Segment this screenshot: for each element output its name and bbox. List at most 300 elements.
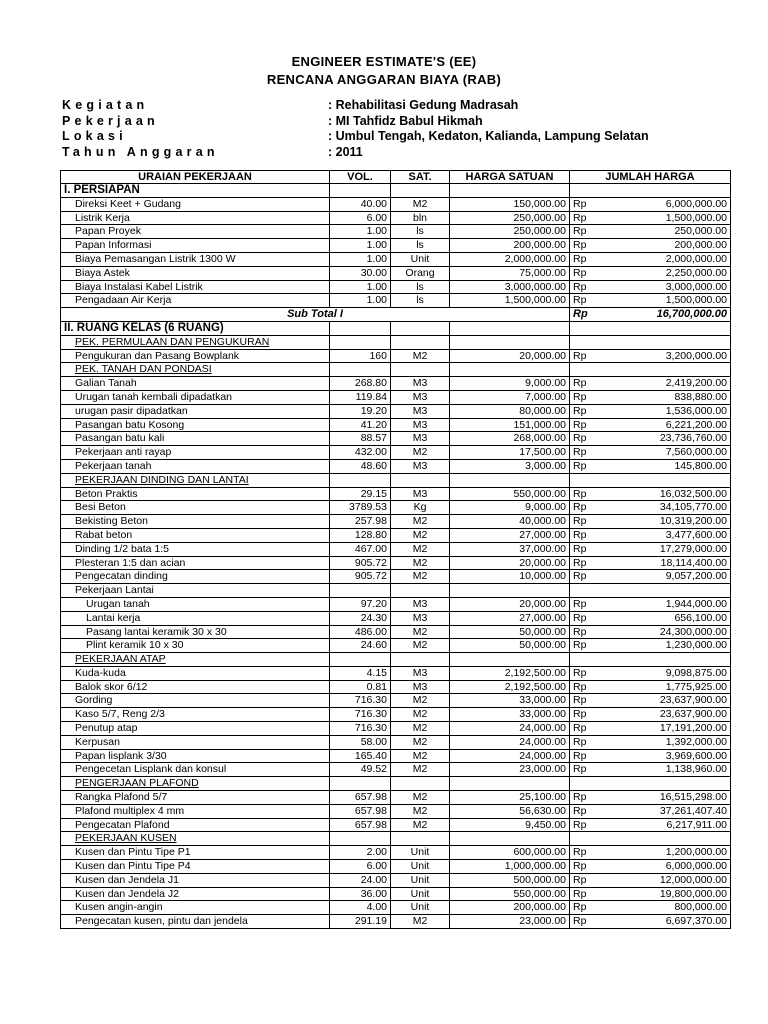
item-total: 2,419,200.00 [597, 377, 731, 391]
item-total [597, 584, 731, 598]
item-description: Pekerjaan anti rayap [61, 446, 330, 460]
currency-cell: Rp [570, 404, 597, 418]
item-volume: 3789.53 [330, 501, 391, 515]
item-unit-price: 9,000.00 [450, 501, 570, 515]
subsection-title: PEKERJAAN DINDING DAN LANTAI [61, 473, 330, 487]
item-total: 18,114,400.00 [597, 556, 731, 570]
subsection-title: PENGERJAAN PLAFOND [61, 777, 330, 791]
currency-cell: Rp [570, 722, 597, 736]
item-description: Plafond multiplex 4 mm [61, 804, 330, 818]
item-volume: 0.81 [330, 680, 391, 694]
item-volume: 486.00 [330, 625, 391, 639]
item-description: Papan Informasi [61, 239, 330, 253]
item-volume [330, 584, 391, 598]
column-header-harga-satuan: HARGA SATUAN [450, 171, 570, 184]
item-total: 800,000.00 [597, 901, 731, 915]
item-description: Rangka Plafond 5/7 [61, 791, 330, 805]
item-total: 6,221,200.00 [597, 418, 731, 432]
rp-cell [570, 335, 597, 349]
currency-cell: Rp [570, 873, 597, 887]
table-row [61, 266, 731, 280]
item-unit: M3 [391, 390, 450, 404]
currency-cell: Rp [570, 901, 597, 915]
table-row [61, 239, 731, 253]
currency-cell: Rp [570, 763, 597, 777]
currency-cell: Rp [570, 266, 597, 280]
item-total: 1,500,000.00 [597, 294, 731, 308]
item-unit-price: 50,000.00 [450, 625, 570, 639]
currency-cell: Rp [570, 294, 597, 308]
item-description: Kusen angin-angin [61, 901, 330, 915]
item-unit: M3 [391, 597, 450, 611]
info-row-lokasi [62, 129, 722, 145]
currency-cell: Rp [570, 432, 597, 446]
item-volume: 24.30 [330, 611, 391, 625]
item-unit: M2 [391, 625, 450, 639]
info-label: Kegiatan [62, 98, 149, 112]
table-row [61, 225, 731, 239]
table-row [61, 625, 731, 639]
table-row [61, 377, 731, 391]
item-total: 1,230,000.00 [597, 639, 731, 653]
item-total: 23,637,900.00 [597, 708, 731, 722]
currency-cell: Rp [570, 915, 597, 929]
item-description: Biaya Astek [61, 266, 330, 280]
info-row-tahun-anggaran [62, 145, 722, 161]
item-total: 1,200,000.00 [597, 846, 731, 860]
item-unit-price: 20,000.00 [450, 349, 570, 363]
currency-cell: Rp [570, 556, 597, 570]
item-unit: M2 [391, 915, 450, 929]
item-volume: 160 [330, 349, 391, 363]
subsection-row [61, 335, 731, 349]
item-unit-price: 550,000.00 [450, 887, 570, 901]
info-label: Pekerjaan [62, 113, 159, 128]
subsection-title: PEKERJAAN ATAP [61, 653, 330, 667]
item-unit: Unit [391, 846, 450, 860]
item-unit: M2 [391, 639, 450, 653]
subsection-title: PEKERJAAN KUSEN [61, 832, 330, 846]
currency-cell: Rp [570, 735, 597, 749]
table-row [61, 294, 731, 308]
item-description: Galian Tanah [61, 377, 330, 391]
subsection-row [61, 473, 731, 487]
item-total: 6,697,370.00 [597, 915, 731, 929]
table-row [61, 680, 731, 694]
jumlah-cell [597, 363, 731, 377]
currency-cell: Rp [570, 515, 597, 529]
harga-cell [450, 321, 570, 335]
subtotal-label: Sub Total I [61, 308, 570, 322]
table-row [61, 735, 731, 749]
item-unit: M3 [391, 666, 450, 680]
item-description: Pasang lantai keramik 30 x 30 [61, 625, 330, 639]
item-unit: M2 [391, 708, 450, 722]
item-description: Pengecatan kusen, pintu dan jendela [61, 915, 330, 929]
table-row [61, 887, 731, 901]
table-row [61, 791, 731, 805]
project-info [62, 98, 722, 160]
rp-cell [570, 777, 597, 791]
table-row [61, 487, 731, 501]
currency-cell: Rp [570, 804, 597, 818]
currency-cell: Rp [570, 197, 597, 211]
item-volume: 58.00 [330, 735, 391, 749]
item-unit-price: 75,000.00 [450, 266, 570, 280]
item-total: 3,000,000.00 [597, 280, 731, 294]
item-total: 19,800,000.00 [597, 887, 731, 901]
item-volume: 1.00 [330, 252, 391, 266]
table-row [61, 390, 731, 404]
item-description: Kerpusan [61, 735, 330, 749]
item-unit-price: 33,000.00 [450, 694, 570, 708]
vol-cell [330, 184, 391, 198]
table-row [61, 542, 731, 556]
rp-cell [570, 184, 597, 198]
rp-cell [570, 832, 597, 846]
table-row [61, 252, 731, 266]
item-unit-price: 40,000.00 [450, 515, 570, 529]
vol-cell [330, 653, 391, 667]
item-volume: 716.30 [330, 708, 391, 722]
table-row [61, 211, 731, 225]
item-unit: Orang [391, 266, 450, 280]
table-row [61, 570, 731, 584]
item-volume: 6.00 [330, 860, 391, 874]
column-header-sat: SAT. [391, 171, 450, 184]
item-total: 838,880.00 [597, 390, 731, 404]
currency-cell: Rp [570, 597, 597, 611]
item-description: Biaya Instalasi Kabel Listrik [61, 280, 330, 294]
table-row [61, 708, 731, 722]
item-unit: M3 [391, 680, 450, 694]
item-total: 9,098,875.00 [597, 666, 731, 680]
item-unit-price: 1,000,000.00 [450, 860, 570, 874]
section-title: I. PERSIAPAN [61, 184, 330, 198]
item-unit-price: 80,000.00 [450, 404, 570, 418]
item-total: 17,279,000.00 [597, 542, 731, 556]
info-value: : Rehabilitasi Gedung Madrasah [328, 98, 519, 112]
table-row [61, 528, 731, 542]
item-description: urugan pasir dipadatkan [61, 404, 330, 418]
item-unit-price: 9,000.00 [450, 377, 570, 391]
item-unit-price: 20,000.00 [450, 556, 570, 570]
currency-cell: Rp [570, 570, 597, 584]
item-volume: 1.00 [330, 280, 391, 294]
item-volume: 905.72 [330, 556, 391, 570]
item-volume: 40.00 [330, 197, 391, 211]
item-description: Pengecatan dinding [61, 570, 330, 584]
item-description: Beton Praktis [61, 487, 330, 501]
table-row [61, 597, 731, 611]
item-unit: M3 [391, 487, 450, 501]
currency-cell: Rp [570, 225, 597, 239]
item-volume: 41.20 [330, 418, 391, 432]
currency-cell: Rp [570, 390, 597, 404]
section-title: II. RUANG KELAS (6 RUANG) [61, 321, 330, 335]
currency-cell: Rp [570, 349, 597, 363]
vol-cell [330, 473, 391, 487]
harga-cell [450, 184, 570, 198]
item-unit-price: 200,000.00 [450, 239, 570, 253]
table-row [61, 694, 731, 708]
item-unit-price: 50,000.00 [450, 639, 570, 653]
table-row [61, 873, 731, 887]
item-unit-price: 250,000.00 [450, 225, 570, 239]
subsection-row [61, 653, 731, 667]
vol-cell [330, 832, 391, 846]
table-row [61, 804, 731, 818]
item-unit-price: 150,000.00 [450, 197, 570, 211]
item-unit-price: 10,000.00 [450, 570, 570, 584]
info-value: : 2011 [328, 144, 363, 159]
info-row-pekerjaan [62, 114, 722, 130]
item-unit: M2 [391, 528, 450, 542]
item-volume: 1.00 [330, 239, 391, 253]
item-volume: 128.80 [330, 528, 391, 542]
item-unit-price: 24,000.00 [450, 735, 570, 749]
section-row [61, 184, 731, 198]
info-value: : MI Tahfidz Babul Hikmah [328, 113, 483, 128]
item-description: Besi Beton [61, 501, 330, 515]
item-total: 1,536,000.00 [597, 404, 731, 418]
sat-cell [391, 184, 450, 198]
item-unit [391, 584, 450, 598]
item-volume: 48.60 [330, 459, 391, 473]
item-description: Pasangan batu kali [61, 432, 330, 446]
item-volume: 6.00 [330, 211, 391, 225]
table-row [61, 501, 731, 515]
item-volume: 88.57 [330, 432, 391, 446]
item-unit-price: 27,000.00 [450, 611, 570, 625]
item-volume: 716.30 [330, 722, 391, 736]
item-unit-price: 7,000.00 [450, 390, 570, 404]
harga-cell [450, 777, 570, 791]
item-description: Lantai kerja [61, 611, 330, 625]
item-volume: 165.40 [330, 749, 391, 763]
item-description: Listrik Kerja [61, 211, 330, 225]
item-unit-price: 27,000.00 [450, 528, 570, 542]
item-unit: Unit [391, 887, 450, 901]
item-unit-price: 550,000.00 [450, 487, 570, 501]
currency-cell: Rp [570, 487, 597, 501]
harga-cell [450, 832, 570, 846]
table-row [61, 763, 731, 777]
table-row [61, 901, 731, 915]
item-unit: M2 [391, 791, 450, 805]
sat-cell [391, 321, 450, 335]
estimate-table [60, 170, 731, 929]
jumlah-cell [597, 777, 731, 791]
item-unit: Unit [391, 901, 450, 915]
item-total: 16,515,298.00 [597, 791, 731, 805]
subsection-row [61, 363, 731, 377]
currency-cell: Rp [570, 239, 597, 253]
item-unit: ls [391, 280, 450, 294]
currency-cell: Rp [570, 680, 597, 694]
vol-cell [330, 321, 391, 335]
item-unit-price: 24,000.00 [450, 749, 570, 763]
item-unit: Unit [391, 252, 450, 266]
item-unit-price: 3,000,000.00 [450, 280, 570, 294]
table-row [61, 197, 731, 211]
item-unit-price: 2,192,500.00 [450, 680, 570, 694]
column-header-uraian: URAIAN PEKERJAAN [61, 171, 330, 184]
item-total: 10,319,200.00 [597, 515, 731, 529]
item-description: Pengukuran dan Pasang Bowplank [61, 349, 330, 363]
item-unit: M2 [391, 763, 450, 777]
item-unit: M2 [391, 804, 450, 818]
table-row [61, 666, 731, 680]
item-unit-price: 151,000.00 [450, 418, 570, 432]
item-total: 1,500,000.00 [597, 211, 731, 225]
table-row [61, 280, 731, 294]
item-description: Balok skor 6/12 [61, 680, 330, 694]
item-description: Kusen dan Jendela J1 [61, 873, 330, 887]
table-row [61, 459, 731, 473]
item-total: 6,217,911.00 [597, 818, 731, 832]
item-unit: M2 [391, 556, 450, 570]
item-volume: 432.00 [330, 446, 391, 460]
item-unit-price: 56,630.00 [450, 804, 570, 818]
info-row-kegiatan [62, 98, 722, 114]
item-unit: M2 [391, 349, 450, 363]
item-total: 250,000.00 [597, 225, 731, 239]
item-total: 34,105,770.00 [597, 501, 731, 515]
item-total: 145,800.00 [597, 459, 731, 473]
item-unit-price: 2,192,500.00 [450, 666, 570, 680]
currency-cell: Rp [570, 252, 597, 266]
currency-cell: Rp [570, 446, 597, 460]
item-unit-price: 23,000.00 [450, 915, 570, 929]
item-description: Kusen dan Jendela J2 [61, 887, 330, 901]
item-description: Urugan tanah kembali dipadatkan [61, 390, 330, 404]
item-unit-price: 268,000.00 [450, 432, 570, 446]
jumlah-cell [597, 335, 731, 349]
item-total: 12,000,000.00 [597, 873, 731, 887]
item-unit: ls [391, 225, 450, 239]
item-volume: 657.98 [330, 818, 391, 832]
item-total: 7,560,000.00 [597, 446, 731, 460]
item-description: Pengecetan Lisplank dan konsul [61, 763, 330, 777]
table-row [61, 611, 731, 625]
item-unit: M2 [391, 818, 450, 832]
currency-cell: Rp [570, 280, 597, 294]
currency-cell: Rp [570, 887, 597, 901]
currency-cell: Rp [570, 749, 597, 763]
currency-cell: Rp [570, 528, 597, 542]
table-row [61, 639, 731, 653]
jumlah-cell [597, 321, 731, 335]
item-volume: 24.00 [330, 873, 391, 887]
item-volume: 1.00 [330, 225, 391, 239]
item-total: 1,775,925.00 [597, 680, 731, 694]
table-row [61, 446, 731, 460]
item-unit: Unit [391, 860, 450, 874]
rp-cell [570, 321, 597, 335]
item-unit-price: 37,000.00 [450, 542, 570, 556]
jumlah-cell [597, 832, 731, 846]
item-volume: 49.52 [330, 763, 391, 777]
subsection-row [61, 832, 731, 846]
table-row [61, 349, 731, 363]
item-volume: 905.72 [330, 570, 391, 584]
jumlah-cell [597, 653, 731, 667]
item-unit-price [450, 584, 570, 598]
table-row [61, 846, 731, 860]
currency-cell: Rp [570, 860, 597, 874]
item-unit-price: 17,500.00 [450, 446, 570, 460]
document-subtitle: RENCANA ANGGARAN BIAYA (RAB) [266, 72, 502, 87]
item-unit: M2 [391, 446, 450, 460]
item-unit-price: 250,000.00 [450, 211, 570, 225]
currency-cell: Rp [570, 542, 597, 556]
item-unit: M3 [391, 377, 450, 391]
item-description: Dinding 1/2 bata 1:5 [61, 542, 330, 556]
item-volume: 268.80 [330, 377, 391, 391]
item-description: Urugan tanah [61, 597, 330, 611]
harga-cell [450, 335, 570, 349]
rp-cell [570, 473, 597, 487]
item-description: Plesteran 1:5 dan acian [61, 556, 330, 570]
item-description: Papan lisplank 3/30 [61, 749, 330, 763]
item-unit-price: 9,450.00 [450, 818, 570, 832]
table-row [61, 418, 731, 432]
subtotal-amount: 16,700,000.00 [597, 308, 731, 322]
sat-cell [391, 777, 450, 791]
item-volume: 4.00 [330, 901, 391, 915]
table-row [61, 818, 731, 832]
item-volume: 657.98 [330, 804, 391, 818]
item-unit: M3 [391, 418, 450, 432]
table-row [61, 432, 731, 446]
section-row [61, 321, 731, 335]
item-total: 2,250,000.00 [597, 266, 731, 280]
column-header-jumlah-harga: JUMLAH HARGA [570, 171, 731, 184]
item-description: Pekerjaan Lantai [61, 584, 330, 598]
table-row [61, 722, 731, 736]
currency-cell: Rp [570, 639, 597, 653]
table-row [61, 749, 731, 763]
table-row [61, 584, 731, 598]
currency-cell: Rp [570, 846, 597, 860]
vol-cell [330, 777, 391, 791]
item-unit: M2 [391, 722, 450, 736]
currency-cell: Rp [570, 708, 597, 722]
item-volume: 19.20 [330, 404, 391, 418]
item-unit: M2 [391, 749, 450, 763]
column-header-vol: VOL. [330, 171, 391, 184]
harga-cell [450, 653, 570, 667]
rp-cell [570, 363, 597, 377]
item-volume: 291.19 [330, 915, 391, 929]
item-total: 656,100.00 [597, 611, 731, 625]
item-total: 3,477,600.00 [597, 528, 731, 542]
item-total: 17,191,200.00 [597, 722, 731, 736]
item-description: Rabat beton [61, 528, 330, 542]
item-total: 16,032,500.00 [597, 487, 731, 501]
item-volume: 1.00 [330, 294, 391, 308]
table-header [61, 171, 731, 184]
sat-cell [391, 653, 450, 667]
item-total: 1,944,000.00 [597, 597, 731, 611]
item-volume: 657.98 [330, 791, 391, 805]
item-unit-price: 200,000.00 [450, 901, 570, 915]
item-unit-price: 20,000.00 [450, 597, 570, 611]
item-volume: 716.30 [330, 694, 391, 708]
item-unit: Kg [391, 501, 450, 515]
item-total: 1,138,960.00 [597, 763, 731, 777]
